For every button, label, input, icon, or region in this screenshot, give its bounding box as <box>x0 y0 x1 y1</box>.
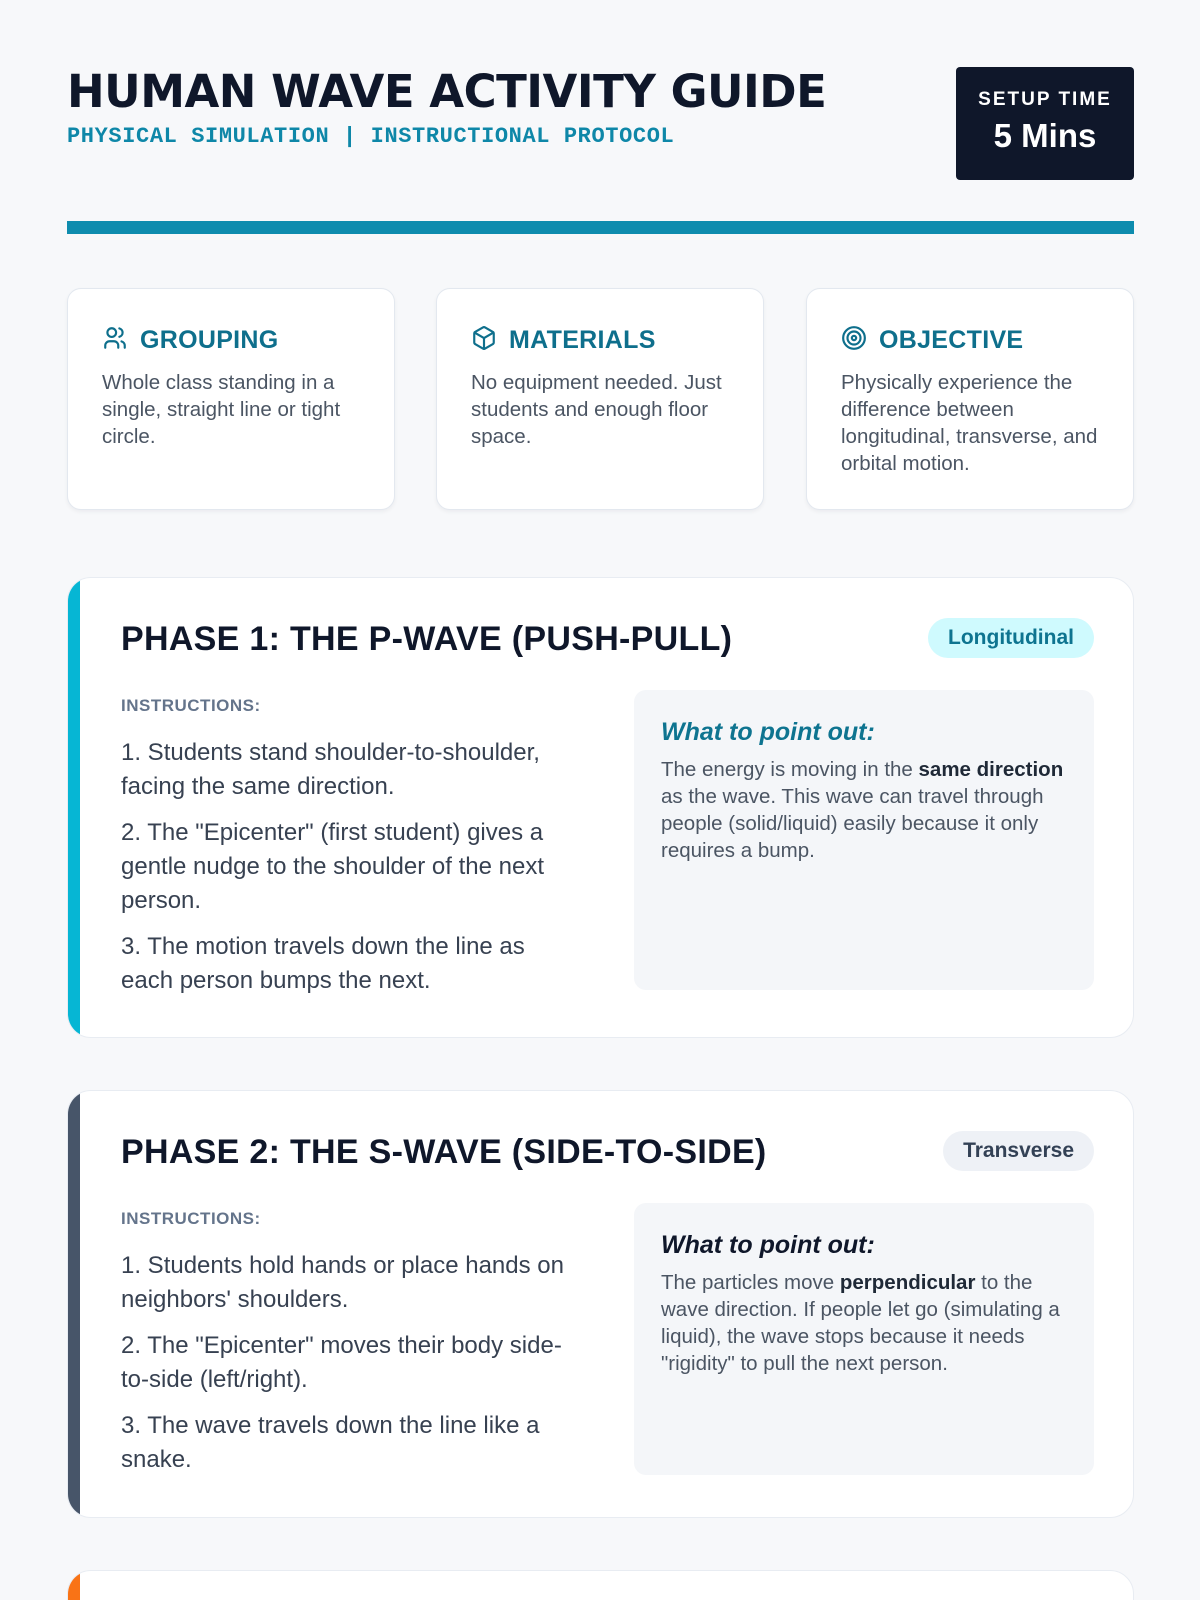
phase-accent-bar <box>68 578 80 1037</box>
phase-title: PHASE 1: THE P-WAVE (PUSH-PULL) <box>121 620 733 658</box>
point-out-text <box>661 756 1071 864</box>
setup-time-value: 5 Mins <box>993 117 1097 154</box>
phase-accent-bar <box>68 1571 80 1600</box>
info-card-header <box>841 325 1023 356</box>
point-out-title: What to point out: <box>661 718 875 746</box>
instructions-label: INSTRUCTIONS: <box>121 696 261 715</box>
info-card-title: GROUPING <box>140 326 279 354</box>
phase-card-s-wave <box>67 1090 1134 1518</box>
header-divider <box>67 221 1134 234</box>
point-out-box <box>634 1203 1094 1475</box>
info-card-body: No equipment needed. Just students and enough floor space. <box>471 371 722 448</box>
point-out-text <box>661 1269 1071 1377</box>
info-card-title: MATERIALS <box>509 326 656 354</box>
target-icon <box>841 325 867 356</box>
point-out-text-start: The energy is moving in the <box>661 758 919 781</box>
setup-time-badge <box>956 67 1134 180</box>
instruction-step: 3. The motion travels down the line as each person bumps the next. <box>121 933 525 994</box>
phase-accent-bar <box>68 1091 80 1517</box>
phase-card-next <box>67 1570 1134 1600</box>
point-out-text-end: as the wave. This wave can travel through people (solid/liquid) easily because it only requires a bump. <box>661 785 1044 862</box>
setup-time-label: SETUP TIME <box>978 89 1112 110</box>
info-card-body: Whole class standing in a single, straight line or tight circle. <box>102 371 341 448</box>
instruction-step: 2. The "Epicenter" moves their body side-to-side (left/right). <box>121 1332 562 1393</box>
point-out-emphasis: same direction <box>918 758 1064 781</box>
instructions-label: INSTRUCTIONS: <box>121 1209 261 1228</box>
info-card-grouping <box>67 288 395 510</box>
point-out-title: What to point out: <box>661 1231 875 1259</box>
wave-type-badge: Transverse <box>943 1131 1094 1171</box>
header <box>67 66 1134 178</box>
cube-icon <box>471 325 497 356</box>
wave-type-badge: Longitudinal <box>928 618 1094 658</box>
instruction-step: 3. The wave travels down the line like a snake. <box>121 1412 540 1473</box>
instruction-step: 2. The "Epicenter" (first student) gives a gentle nudge to the shoulder of the next person. <box>121 819 544 914</box>
point-out-text-start: The particles move <box>661 1271 840 1294</box>
info-card-title: OBJECTIVE <box>879 326 1024 354</box>
point-out-box <box>634 690 1094 990</box>
info-card-materials <box>436 288 764 510</box>
page-title: HUMAN WAVE ACTIVITY GUIDE <box>67 65 827 118</box>
info-card-header <box>102 325 279 356</box>
point-out-text-end: to the wave direction. If people let go (simulating a liquid), the wave stops because it needs "rigidity" to pull the next person. <box>661 1271 1060 1375</box>
users-icon <box>102 325 128 356</box>
phase-title: PHASE 2: THE S-WAVE (SIDE-TO-SIDE) <box>121 1133 767 1171</box>
instruction-steps <box>121 736 576 1010</box>
info-card-header <box>471 325 656 356</box>
instruction-step: 1. Students stand shoulder-to-shoulder, facing the same direction. <box>121 739 540 800</box>
info-card-objective <box>806 288 1134 510</box>
info-cards <box>67 288 1134 510</box>
instruction-steps <box>121 1249 576 1489</box>
instruction-step: 1. Students hold hands or place hands on neighbors' shoulders. <box>121 1252 564 1313</box>
page-subtitle: PHYSICAL SIMULATION | INSTRUCTIONAL PROTOCOL <box>67 124 675 149</box>
info-card-body: Physically experience the difference between longitudinal, transverse, and orbital motion. <box>841 371 1098 475</box>
phase-card-p-wave <box>67 577 1134 1038</box>
point-out-emphasis: perpendicular <box>839 1271 976 1294</box>
